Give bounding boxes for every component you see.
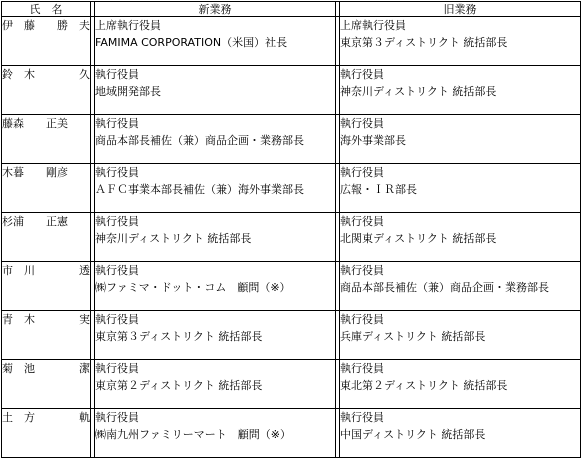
new-duties-cell: [95, 262, 336, 311]
position-title: 執行役員: [340, 166, 384, 179]
person-name: 鈴 木 久: [2, 66, 91, 115]
person-name: 藤森 正美: [2, 115, 91, 164]
position-title: 上席執行役員: [340, 19, 406, 32]
old-duties-cell: [340, 115, 581, 164]
position-title: 執行役員: [95, 411, 139, 424]
old-duties-cell: [340, 360, 581, 409]
person-name: 市 川 透: [2, 262, 91, 311]
person-name: 青 木 実: [2, 311, 91, 360]
new-duties-cell: [95, 115, 336, 164]
position-title: 執行役員: [340, 117, 384, 130]
new-duties-cell: [95, 213, 336, 262]
position-title: 執行役員: [340, 215, 384, 228]
department-title: 中国ディストリクト 統括部長: [340, 428, 486, 441]
personnel-table: [1, 1, 581, 458]
old-duties-cell: [340, 213, 581, 262]
person-name: 杉浦 正憲: [2, 213, 91, 262]
old-duties-cell: [340, 409, 581, 458]
old-duties-cell: [340, 66, 581, 115]
old-duties-cell: [340, 262, 581, 311]
table-row: [2, 115, 581, 164]
position-title: 執行役員: [340, 264, 384, 277]
position-title: 執行役員: [340, 411, 384, 424]
department-title: 商品本部長補佐（兼）商品企画・業務部長: [340, 281, 549, 294]
position-title: 上席執行役員: [95, 19, 161, 32]
department-title: ㈱ファミマ・ドット・コム 顧問（※）: [95, 281, 291, 294]
table-row: [2, 164, 581, 213]
position-title: 執行役員: [95, 264, 139, 277]
position-title: 執行役員: [340, 68, 384, 81]
new-duties-cell: [95, 360, 336, 409]
department-title: 神奈川ディストリクト 統括部長: [95, 232, 252, 245]
department-title: 東京第３ディストリクト 統括部長: [340, 36, 508, 49]
new-duties-cell: [95, 17, 336, 66]
department-title: 東京第２ディストリクト 統括部長: [95, 379, 263, 392]
department-title: FAMIMA CORPORATION（米国）社長: [95, 36, 288, 49]
position-title: 執行役員: [95, 166, 139, 179]
position-title: 執行役員: [95, 313, 139, 326]
table-row: [2, 17, 581, 66]
department-title: 海外事業部長: [340, 134, 406, 147]
position-title: 執行役員: [340, 313, 384, 326]
department-title: 兵庫ディストリクト 統括部長: [340, 330, 486, 343]
table-row: [2, 409, 581, 458]
department-title: ＡＦＣ事業本部長補佐（兼）海外事業部長: [95, 183, 304, 196]
header-row: [2, 2, 581, 17]
person-name: 木暮 剛彦: [2, 164, 91, 213]
old-duties-cell: [340, 164, 581, 213]
new-duties-cell: [95, 164, 336, 213]
old-duties-cell: [340, 17, 581, 66]
department-title: 東京第３ディストリクト 統括部長: [95, 330, 263, 343]
table-body: [2, 17, 581, 458]
department-title: ㈱南九州ファミリーマート 顧問（※）: [95, 428, 291, 441]
header-new-duties: 新業務: [95, 2, 336, 17]
table-row: [2, 66, 581, 115]
new-duties-cell: [95, 311, 336, 360]
person-name: 土 方 軌: [2, 409, 91, 458]
department-title: 広報・ＩＲ部長: [340, 183, 417, 196]
old-duties-cell: [340, 311, 581, 360]
table-row: [2, 213, 581, 262]
department-title: 東北第２ディストリクト 統括部長: [340, 379, 508, 392]
person-name: 菊 池 潔: [2, 360, 91, 409]
table-row: [2, 311, 581, 360]
position-title: 執行役員: [95, 68, 139, 81]
position-title: 執行役員: [340, 362, 384, 375]
department-title: 神奈川ディストリクト 統括部長: [340, 85, 497, 98]
header-old-duties: 旧業務: [340, 2, 581, 17]
position-title: 執行役員: [95, 362, 139, 375]
person-name: 伊 藤 勝 夫: [2, 17, 91, 66]
department-title: 地域開発部長: [95, 85, 161, 98]
department-title: 北関東ディストリクト 統括部長: [340, 232, 497, 245]
position-title: 執行役員: [95, 215, 139, 228]
department-title: 商品本部長補佐（兼）商品企画・業務部長: [95, 134, 304, 147]
table-row: [2, 262, 581, 311]
table-row: [2, 360, 581, 409]
new-duties-cell: [95, 409, 336, 458]
header-name: 氏 名: [2, 2, 91, 17]
position-title: 執行役員: [95, 117, 139, 130]
new-duties-cell: [95, 66, 336, 115]
